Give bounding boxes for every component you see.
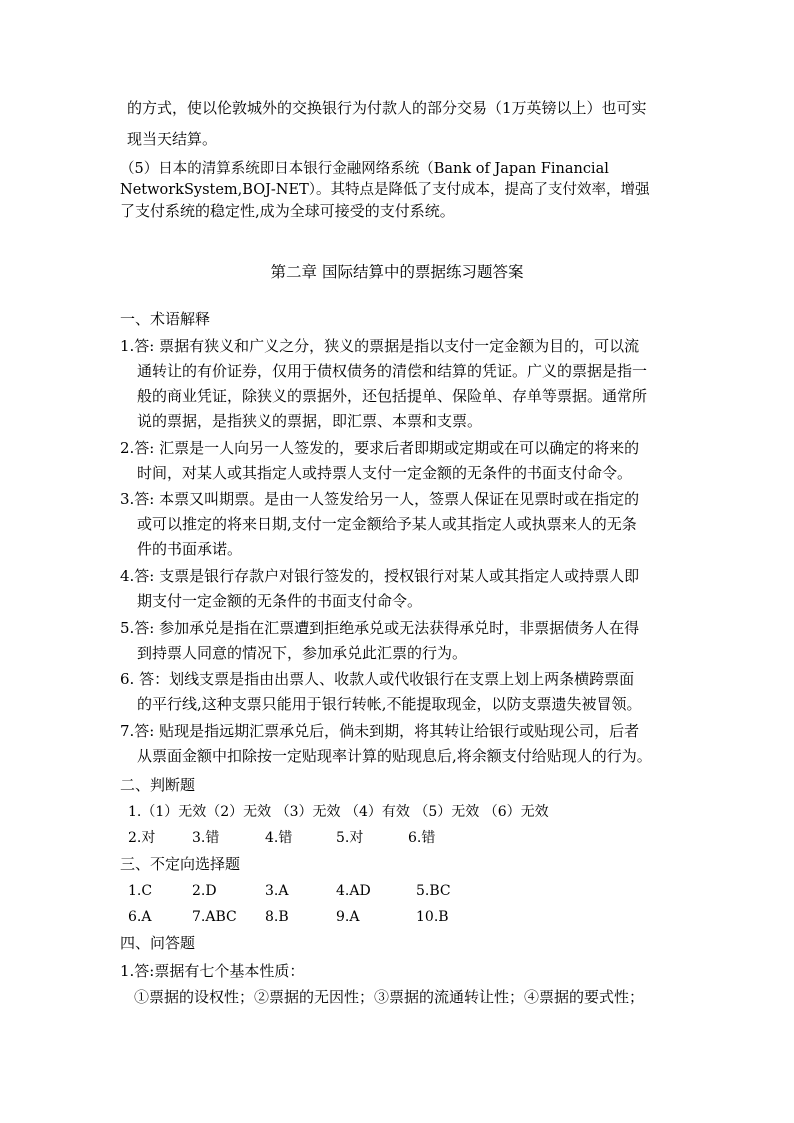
choice-answer: 4.AD (336, 883, 371, 899)
intro-line-2: 现当天结算。 (127, 130, 218, 148)
choice-answer: 8.B (265, 909, 289, 925)
choice-answer: 10.B (416, 909, 449, 925)
p5-line-2: NetworkSystem,BOJ-NET）。其特点是降低了支付成本，提高了支付效率，增强 (120, 182, 650, 198)
chapter-title: 第二章 国际结算中的票据练习题答案 (270, 263, 524, 281)
section-heading-choice: 三、不定向选择题 (120, 855, 241, 873)
choice-answer: 3.A (265, 883, 289, 899)
term-5-line-2: 到持票人同意的情况下，参加承兑此汇票的行为。 (137, 644, 468, 662)
judgement-answer: 2.对 (128, 830, 156, 846)
term-4-line-1: 4.答: 支票是银行存款户对银行签发的，授权银行对某人或其指定人或持票人即 (120, 567, 640, 585)
judgement-answer: 4.错 (265, 830, 293, 846)
term-6-line-1: 6. 答：划线支票是指由出票人、收款人或代收银行在支票上划上两条横跨票面 (120, 670, 635, 688)
judgement-row-1: 1.（1）无效（2）无效 （3）无效 （4）有效 （5）无效 （6）无效 (128, 804, 549, 820)
p5-line-1: （5）日本的清算系统即日本银行金融网络系统（Bank of Japan Financial (120, 161, 609, 177)
qa-1-line-1: 1.答:票据有七个基本性质： (120, 962, 305, 980)
section-heading-judgement: 二、判断题 (120, 776, 196, 794)
section-heading-qa: 四、问答题 (120, 934, 196, 952)
term-2-line-1: 2.答: 汇票是一人向另一人签发的，要求后者即期或定期或在可以确定的将来的 (120, 439, 640, 457)
term-3-line-2: 或可以推定的将来日期,支付一定金额给予某人或其指定人或执票来人的无条 (137, 515, 637, 533)
choice-answer: 9.A (336, 909, 360, 925)
term-1-line-4: 说的票据，是指狭义的票据，即汇票、本票和支票。 (137, 412, 483, 430)
judgement-answer: 6.错 (408, 830, 436, 846)
term-1-line-2: 通转让的有价证券，仅用于债权债务的清偿和结算的凭证。广义的票据是指一 (137, 362, 648, 380)
term-4-line-2: 期支付一定金额的无条件的书面支付命令。 (137, 592, 423, 610)
judgement-answer: 3.错 (192, 830, 220, 846)
term-7-line-2: 从票面金额中扣除按一定贴现率计算的贴现息后,将余额支付给贴现人的行为。 (137, 747, 652, 765)
p5-line-3: 了支付系统的稳定性,成为全球可接受的支付系统。 (120, 202, 455, 220)
choice-answer: 6.A (128, 909, 152, 925)
intro-line-1: 的方式，使以伦敦城外的交换银行为付款人的部分交易（1万英镑以上）也可实 (127, 99, 647, 117)
term-7-line-1: 7.答: 贴现是指远期汇票承兑后，倘未到期，将其转让给银行或贴现公司，后者 (120, 722, 640, 740)
term-3-line-1: 3.答: 本票又叫期票。是由一人签发给另一人，签票人保证在见票时或在指定的 (120, 490, 640, 508)
judgement-answer: 5.对 (336, 830, 364, 846)
choice-answer: 7.ABC (192, 909, 237, 925)
term-1-line-1: 1.答: 票据有狭义和广义之分，狭义的票据是指以支付一定金额为目的，可以流 (120, 337, 640, 355)
term-1-line-3: 般的商业凭证，除狭义的票据外，还包括提单、保险单、存单等票据。通常所 (137, 387, 648, 405)
choice-answer: 1.C (128, 883, 153, 899)
term-6-line-2: 的平行线,这种支票只能用于银行转帐,不能提取现金，以防支票遗失被冒领。 (137, 695, 642, 713)
choice-answer: 5.BC (416, 883, 451, 899)
qa-1-line-2: ①票据的设权性；②票据的无因性；③票据的流通转让性；④票据的要式性； (134, 988, 645, 1006)
term-2-line-2: 时间，对某人或其指定人或持票人支付一定金额的无条件的书面支付命令。 (137, 464, 633, 482)
choice-answer: 2.D (192, 883, 217, 899)
term-3-line-3: 件的书面承诺。 (137, 540, 243, 558)
section-heading-terms: 一、术语解释 (120, 310, 211, 328)
term-5-line-1: 5.答: 参加承兑是指在汇票遭到拒绝承兑或无法获得承兑时，非票据债务人在得 (120, 619, 640, 637)
